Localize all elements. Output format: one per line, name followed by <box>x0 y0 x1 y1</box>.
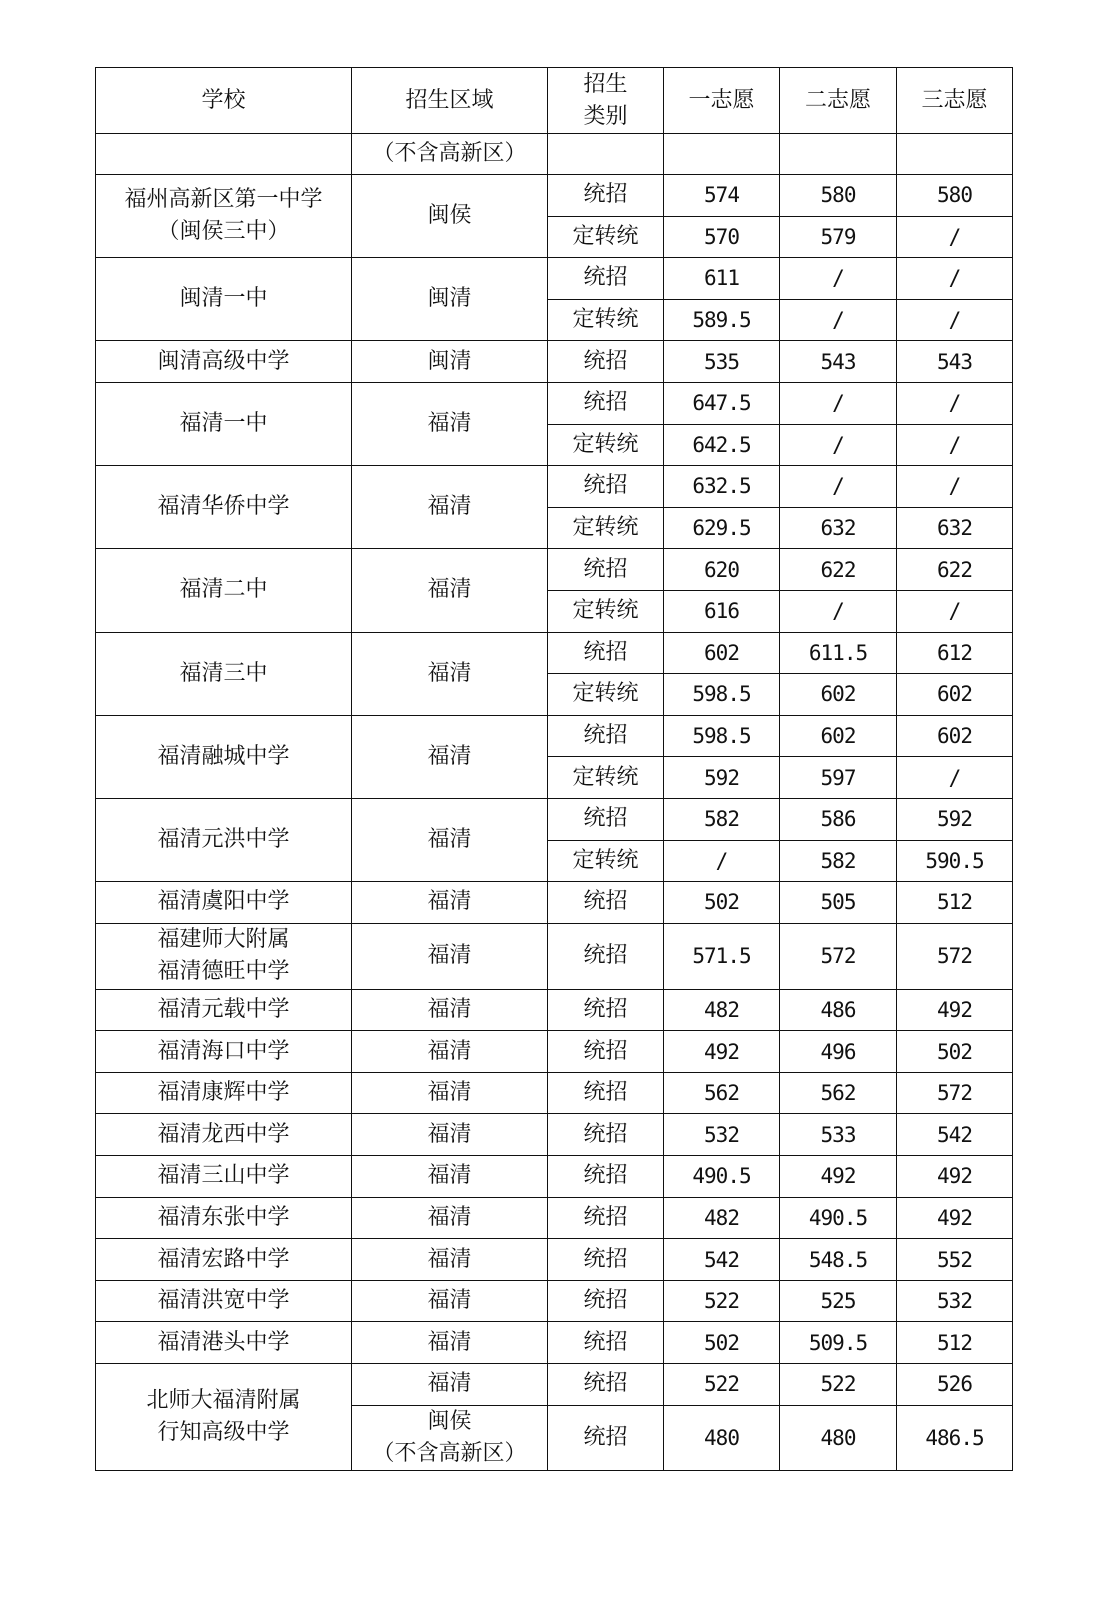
school-name-line: 福清一中 <box>179 411 268 437</box>
table-body <box>96 175 1013 1471</box>
region-cell: 福清 <box>352 1239 548 1281</box>
school-name-line: 福清元载中学 <box>157 996 290 1022</box>
school-name-line: 北师大福清附属 <box>146 1387 301 1413</box>
school-name-line: 行知高级中学 <box>157 1419 290 1445</box>
choice1-score: / <box>664 840 780 882</box>
choice1-score: 598.5 <box>664 674 780 716</box>
choice1-score: 632.5 <box>664 466 780 508</box>
category-cell: 统招 <box>548 1405 664 1470</box>
category-cell: 统招 <box>548 923 664 989</box>
school-name-line: 福清康辉中学 <box>157 1080 290 1106</box>
region-cell: 福清 <box>352 382 548 465</box>
region-cell: 福清 <box>352 798 548 881</box>
choice2-score: 505 <box>780 882 897 924</box>
school-name-cell <box>96 466 352 549</box>
header-row <box>96 68 1013 134</box>
choice2-score: 579 <box>780 216 897 258</box>
admission-score-table <box>95 67 1013 1471</box>
header-school: 学校 <box>96 68 352 134</box>
choice2-score: 602 <box>780 715 897 757</box>
choice1-score: 492 <box>664 1031 780 1073</box>
school-name-line: 福清华侨中学 <box>157 494 290 520</box>
note-region: （不含高新区） <box>352 134 548 175</box>
choice2-score: 492 <box>780 1156 897 1198</box>
table-row <box>96 1156 1013 1198</box>
school-name-line: 闽清高级中学 <box>157 348 290 374</box>
school-name-cell <box>96 1364 352 1471</box>
category-cell: 统招 <box>548 1239 664 1281</box>
choice1-score: 629.5 <box>664 507 780 549</box>
school-name-cell <box>96 1197 352 1239</box>
school-name-cell <box>96 989 352 1031</box>
category-cell: 统招 <box>548 549 664 591</box>
note-choice3 <box>897 134 1013 175</box>
school-name-line: 福清融城中学 <box>157 743 290 769</box>
choice3-score: 532 <box>897 1280 1013 1322</box>
note-category <box>548 134 664 175</box>
choice3-score: 592 <box>897 798 1013 840</box>
choice2-score: / <box>780 590 897 632</box>
choice2-score: 486 <box>780 989 897 1031</box>
header-choice3: 三志愿 <box>897 68 1013 134</box>
choice1-score: 611 <box>664 258 780 300</box>
choice3-score: 602 <box>897 674 1013 716</box>
school-name-line: 福清东张中学 <box>157 1204 290 1230</box>
choice1-score: 602 <box>664 632 780 674</box>
choice3-score: 580 <box>897 175 1013 217</box>
school-name-cell <box>96 798 352 881</box>
table-row <box>96 923 1013 989</box>
region-cell: 福清 <box>352 1322 548 1364</box>
choice1-score: 589.5 <box>664 299 780 341</box>
category-cell: 统招 <box>548 466 664 508</box>
school-name-line: 福清三中 <box>179 660 268 686</box>
choice3-score: 492 <box>897 989 1013 1031</box>
choice2-score: 480 <box>780 1405 897 1470</box>
region-cell: 福清 <box>352 1197 548 1239</box>
choice3-score: 572 <box>897 923 1013 989</box>
school-name-cell <box>96 1114 352 1156</box>
choice3-score: / <box>897 757 1013 799</box>
region-note: （不含高新区） <box>372 1440 527 1466</box>
category-cell: 统招 <box>548 989 664 1031</box>
choice3-score: / <box>897 466 1013 508</box>
choice3-score: 602 <box>897 715 1013 757</box>
table-row <box>96 466 1013 508</box>
school-name-line: 福清洪宽中学 <box>157 1288 290 1314</box>
region-cell: 闽清 <box>352 341 548 383</box>
choice2-score: 622 <box>780 549 897 591</box>
choice3-score: 512 <box>897 882 1013 924</box>
school-name-cell <box>96 1031 352 1073</box>
choice2-score: 602 <box>780 674 897 716</box>
school-name-line: 福清元洪中学 <box>157 827 290 852</box>
category-cell: 定转统 <box>548 424 664 466</box>
header-region: 招生区域 <box>352 68 548 134</box>
school-name-cell <box>96 341 352 383</box>
table-row <box>96 258 1013 300</box>
school-name-cell <box>96 549 352 632</box>
note-choice2 <box>780 134 897 175</box>
choice2-score: 611.5 <box>780 632 897 674</box>
category-cell: 统招 <box>548 1114 664 1156</box>
category-cell: 统招 <box>548 175 664 217</box>
category-cell: 统招 <box>548 715 664 757</box>
region-cell: 福清 <box>352 715 548 798</box>
school-name-cell <box>96 258 352 341</box>
choice1-score: 542 <box>664 1239 780 1281</box>
region-cell: 福清 <box>352 923 548 989</box>
choice3-score: 502 <box>897 1031 1013 1073</box>
choice1-score: 642.5 <box>664 424 780 466</box>
choice3-score: / <box>897 258 1013 300</box>
table-row <box>96 715 1013 757</box>
choice2-score: / <box>780 299 897 341</box>
school-name-line: 福清龙西中学 <box>157 1121 290 1147</box>
choice1-score: 490.5 <box>664 1156 780 1198</box>
school-name-cell <box>96 1156 352 1198</box>
choice1-score: 502 <box>664 1322 780 1364</box>
choice3-score: 526 <box>897 1364 1013 1406</box>
table-row <box>96 175 1013 217</box>
choice2-score: 632 <box>780 507 897 549</box>
header-category-line1: 招生 <box>583 71 628 97</box>
school-name-line: 福清虞阳中学 <box>157 889 290 915</box>
choice2-score: 496 <box>780 1031 897 1073</box>
choice3-score: 492 <box>897 1156 1013 1198</box>
region-label: 闽侯 <box>427 1408 472 1434</box>
category-cell: 定转统 <box>548 507 664 549</box>
choice2-score: 533 <box>780 1114 897 1156</box>
school-name-cell <box>96 1322 352 1364</box>
choice2-score: 572 <box>780 923 897 989</box>
table-row <box>96 1280 1013 1322</box>
school-name-line: 福清宏路中学 <box>157 1246 290 1272</box>
region-cell: 福清 <box>352 989 548 1031</box>
choice1-score: 598.5 <box>664 715 780 757</box>
choice1-score: 647.5 <box>664 382 780 424</box>
choice3-score: 612 <box>897 632 1013 674</box>
category-cell: 定转统 <box>548 757 664 799</box>
choice2-score: 522 <box>780 1364 897 1406</box>
region-cell <box>352 1405 548 1470</box>
table-row <box>96 1114 1013 1156</box>
region-cell: 福清 <box>352 1156 548 1198</box>
choice2-score: 580 <box>780 175 897 217</box>
category-cell: 定转统 <box>548 590 664 632</box>
school-name-cell <box>96 923 352 989</box>
choice2-score: 509.5 <box>780 1322 897 1364</box>
choice1-score: 502 <box>664 882 780 924</box>
choice1-score: 522 <box>664 1364 780 1406</box>
school-name-line: 福建师大附属 <box>157 927 290 953</box>
category-cell: 定转统 <box>548 299 664 341</box>
table-row <box>96 989 1013 1031</box>
table-row <box>96 632 1013 674</box>
table-row <box>96 1197 1013 1239</box>
region-cell: 闽清 <box>352 258 548 341</box>
choice2-score: 582 <box>780 840 897 882</box>
region-cell: 福清 <box>352 1114 548 1156</box>
choice1-score: 482 <box>664 989 780 1031</box>
note-choice1 <box>664 134 780 175</box>
choice3-score: 486.5 <box>897 1405 1013 1470</box>
category-cell: 统招 <box>548 1031 664 1073</box>
school-name-line: 福清德旺中学 <box>157 959 290 985</box>
choice3-score: 542 <box>897 1114 1013 1156</box>
category-cell: 统招 <box>548 798 664 840</box>
region-cell: 福清 <box>352 882 548 924</box>
choice3-score: / <box>897 216 1013 258</box>
school-name-line: 闽清一中 <box>179 286 268 312</box>
choice1-score: 592 <box>664 757 780 799</box>
category-cell: 统招 <box>548 1156 664 1198</box>
table-row <box>96 1031 1013 1073</box>
school-name-line: 福清港头中学 <box>157 1329 290 1355</box>
choice2-score: / <box>780 424 897 466</box>
category-cell: 统招 <box>548 882 664 924</box>
choice2-score: 586 <box>780 798 897 840</box>
school-name-cell <box>96 882 352 924</box>
school-name-line: 福州高新区第一中学 <box>124 187 323 213</box>
choice1-score: 482 <box>664 1197 780 1239</box>
choice3-score: 590.5 <box>897 840 1013 882</box>
school-name-cell <box>96 382 352 465</box>
region-cell <box>352 1364 548 1406</box>
table-row <box>96 1364 1013 1406</box>
choice3-score: 492 <box>897 1197 1013 1239</box>
category-cell: 统招 <box>548 1280 664 1322</box>
choice1-score: 562 <box>664 1072 780 1114</box>
choice2-score: 562 <box>780 1072 897 1114</box>
choice1-score: 532 <box>664 1114 780 1156</box>
table-row <box>96 1072 1013 1114</box>
school-name-line: （闽侯三中） <box>157 219 290 245</box>
table-row <box>96 798 1013 840</box>
choice3-score: / <box>897 590 1013 632</box>
choice1-score: 535 <box>664 341 780 383</box>
region-cell: 福清 <box>352 1031 548 1073</box>
category-cell: 定转统 <box>548 840 664 882</box>
school-name-cell <box>96 1280 352 1322</box>
choice1-score: 570 <box>664 216 780 258</box>
region-cell: 福清 <box>352 1280 548 1322</box>
category-cell: 统招 <box>548 258 664 300</box>
header-category-line2: 类别 <box>583 103 628 129</box>
category-cell: 定转统 <box>548 216 664 258</box>
choice2-score: 490.5 <box>780 1197 897 1239</box>
choice2-score: / <box>780 382 897 424</box>
choice2-score: 525 <box>780 1280 897 1322</box>
category-cell: 统招 <box>548 1072 664 1114</box>
choice3-score: 552 <box>897 1239 1013 1281</box>
choice1-score: 616 <box>664 590 780 632</box>
school-name-cell <box>96 1072 352 1114</box>
table-row <box>96 341 1013 383</box>
choice1-score: 480 <box>664 1405 780 1470</box>
region-cell: 福清 <box>352 549 548 632</box>
category-cell: 统招 <box>548 382 664 424</box>
school-name-cell <box>96 632 352 715</box>
choice1-score: 571.5 <box>664 923 780 989</box>
table-row <box>96 549 1013 591</box>
choice3-score: 622 <box>897 549 1013 591</box>
table-row <box>96 1322 1013 1364</box>
school-name-line: 福清三山中学 <box>157 1163 290 1189</box>
table-row <box>96 882 1013 924</box>
choice2-score: 548.5 <box>780 1239 897 1281</box>
choice3-score: 543 <box>897 341 1013 383</box>
note-school <box>96 134 352 175</box>
region-cell: 福清 <box>352 1072 548 1114</box>
choice1-score: 522 <box>664 1280 780 1322</box>
note-row <box>96 134 1013 175</box>
header-choice1: 一志愿 <box>664 68 780 134</box>
choice2-score: / <box>780 466 897 508</box>
choice3-score: 632 <box>897 507 1013 549</box>
choice2-score: 597 <box>780 757 897 799</box>
choice2-score: / <box>780 258 897 300</box>
category-cell: 统招 <box>548 632 664 674</box>
table-row <box>96 382 1013 424</box>
header-choice2: 二志愿 <box>780 68 897 134</box>
category-cell: 统招 <box>548 341 664 383</box>
school-name-line: 福清海口中学 <box>157 1038 290 1064</box>
choice3-score: / <box>897 299 1013 341</box>
school-name-cell <box>96 715 352 798</box>
school-name-line: 福清二中 <box>179 577 268 603</box>
choice3-score: 572 <box>897 1072 1013 1114</box>
region-cell: 福清 <box>352 466 548 549</box>
school-name-cell <box>96 1239 352 1281</box>
category-cell: 统招 <box>548 1322 664 1364</box>
table-row <box>96 1239 1013 1281</box>
category-cell: 统招 <box>548 1364 664 1406</box>
choice3-score: / <box>897 424 1013 466</box>
choice1-score: 582 <box>664 798 780 840</box>
region-label: 福清 <box>427 1371 472 1397</box>
region-cell: 福清 <box>352 632 548 715</box>
header-category <box>548 68 664 134</box>
school-name-cell <box>96 175 352 258</box>
choice2-score: 543 <box>780 341 897 383</box>
category-cell: 统招 <box>548 1197 664 1239</box>
choice3-score: 512 <box>897 1322 1013 1364</box>
choice1-score: 620 <box>664 549 780 591</box>
category-cell: 定转统 <box>548 674 664 716</box>
region-cell: 闽侯 <box>352 175 548 258</box>
choice3-score: / <box>897 382 1013 424</box>
choice1-score: 574 <box>664 175 780 217</box>
